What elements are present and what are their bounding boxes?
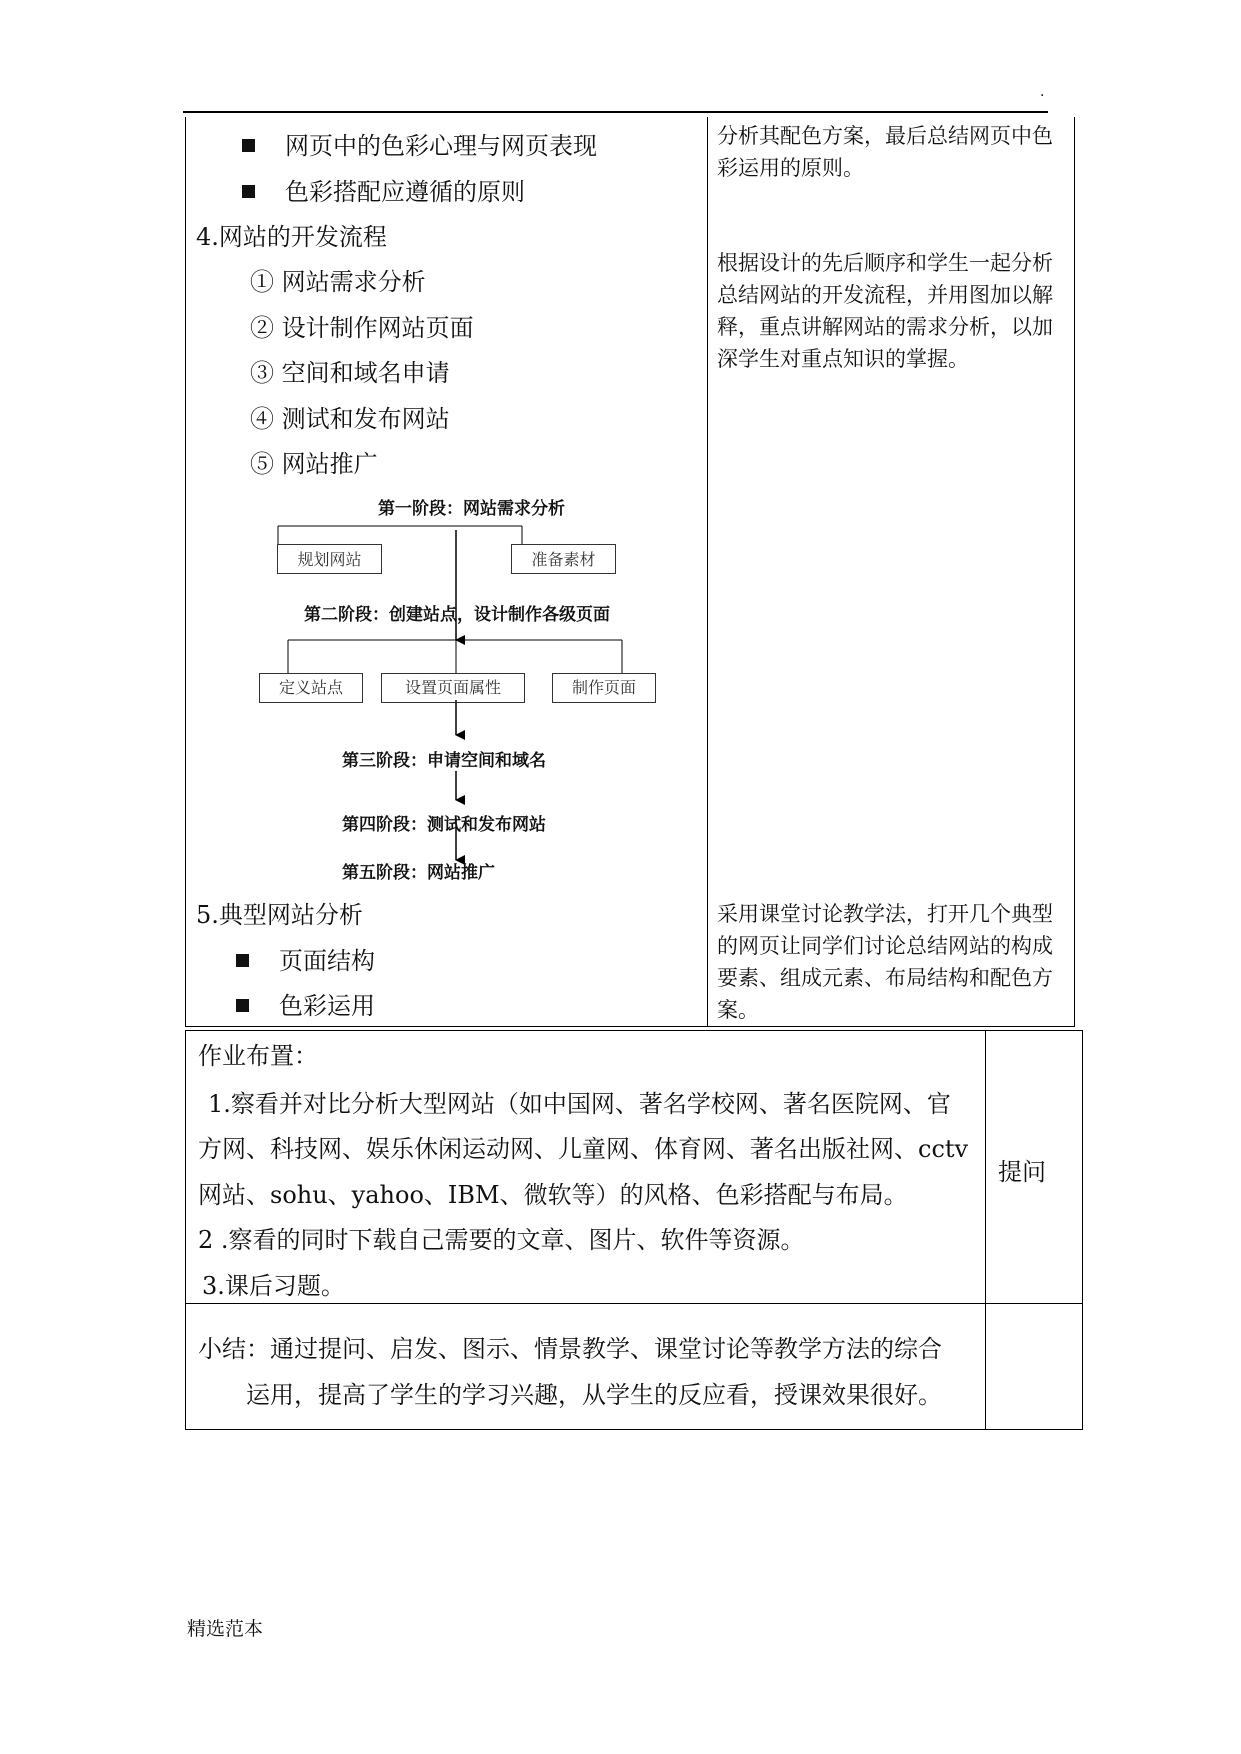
step-item: ④ 测试和发布网站	[250, 405, 450, 433]
section-title: 5.典型网站分析	[196, 901, 363, 929]
bullet-item: 色彩运用	[236, 991, 375, 1021]
stage-box: 准备素材	[511, 544, 616, 574]
header-rule	[183, 111, 1048, 113]
stage-label: 第一阶段：网站需求分析	[378, 499, 565, 519]
stage-box: 规划网站	[277, 544, 382, 574]
stage-box: 制作页面	[552, 673, 656, 703]
column-divider	[985, 1031, 986, 1429]
square-bullet-icon	[242, 139, 255, 152]
stage-box: 设置页面属性	[381, 673, 525, 703]
step-item: ⑤ 网站推广	[250, 450, 378, 478]
homework-line: 3.课后习题。	[202, 1272, 345, 1300]
stage-label: 第四阶段：测试和发布网站	[342, 815, 546, 835]
row-divider	[186, 1303, 1082, 1304]
teaching-note: 分析其配色方案，最后总结网页中色彩运用的原则。	[717, 124, 1053, 180]
stage-label: 第五阶段：网站推广	[342, 863, 495, 883]
homework-line: 2 .察看的同时下载自己需要的文章、图片、软件等资源。	[198, 1226, 805, 1254]
stage-box: 定义站点	[259, 673, 363, 703]
homework-title: 作业布置：	[198, 1042, 318, 1070]
stage-label: 第二阶段：创建站点，设计制作各级页面	[304, 605, 610, 625]
teaching-note: 采用课堂讨论教学法，打开几个典型的网页让同学们讨论总结网站的构成要素、组成元素、布局结构和配色方案。	[717, 902, 1053, 1022]
square-bullet-icon	[242, 185, 255, 198]
square-bullet-icon	[236, 999, 249, 1012]
footer-text: 精选范本	[187, 1618, 264, 1640]
summary-line: 运用，提高了学生的学习兴趣，从学生的反应看，授课效果很好。	[246, 1381, 942, 1409]
square-bullet-icon	[236, 954, 249, 967]
bullet-item: 色彩搭配应遵循的原则	[242, 177, 525, 207]
bullet-item: 网页中的色彩心理与网页表现	[242, 131, 597, 161]
bullet-item: 页面结构	[236, 946, 375, 976]
homework-line: 1.察看并对比分析大型网站（如中国网、著名学校网、著名医院网、官	[208, 1090, 951, 1118]
step-item: ② 设计制作网站页面	[250, 314, 474, 342]
step-item: ① 网站需求分析	[250, 268, 426, 296]
summary-line: 小结：通过提问、启发、图示、情景教学、课堂讨论等教学方法的综合	[198, 1335, 942, 1363]
homework-table	[185, 1030, 1083, 1430]
flow-diagram	[250, 488, 670, 888]
step-item: ③ 空间和域名申请	[250, 359, 450, 387]
homework-line: 方网、科技网、娱乐休闲运动网、儿童网、体育网、著名出版社网、cctv	[198, 1135, 969, 1163]
column-divider	[707, 117, 708, 1026]
section-title: 4.网站的开发流程	[196, 223, 387, 251]
teaching-note: 根据设计的先后顺序和学生一起分析总结网站的开发流程，并用图加以解释，重点讲解网站的需求分析，以加深学生对重点知识的掌握。	[717, 251, 1053, 371]
header-dot: .	[1040, 84, 1045, 100]
side-label: 提问	[998, 1158, 1046, 1186]
stage-label: 第三阶段：申请空间和域名	[342, 751, 546, 771]
homework-line: 网站、sohu、yahoo、IBM、微软等）的风格、色彩搭配与布局。	[198, 1181, 908, 1209]
